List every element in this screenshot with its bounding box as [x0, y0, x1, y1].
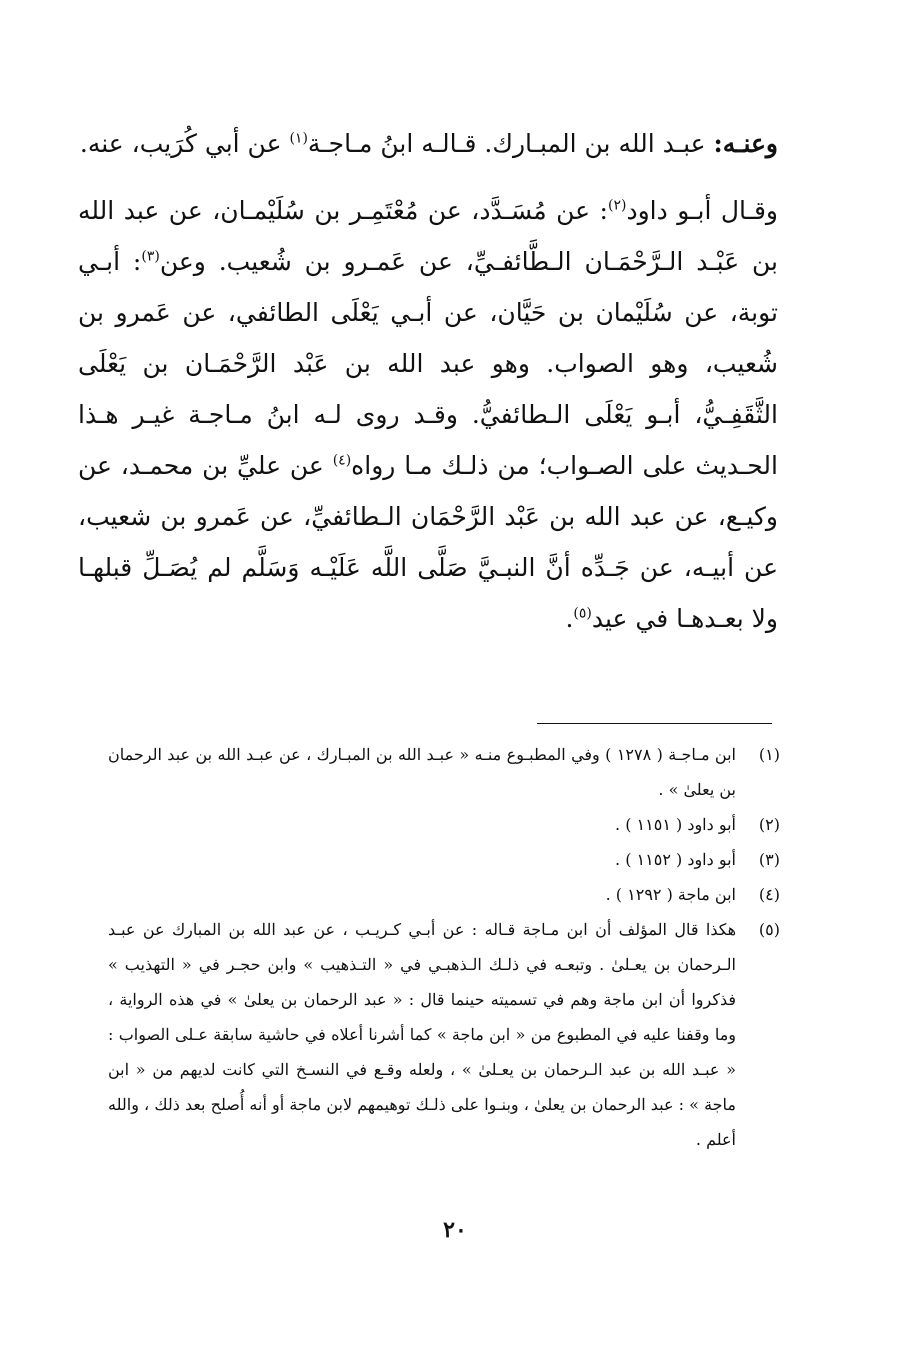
footnote-item — [108, 842, 780, 877]
footnote-number: (٣) — [758, 850, 780, 869]
paragraph-2-text-b: : عن مُسَـدَّد، عن مُعْتَمِـر بن سُلَيْمـان، عن عبد الله بن عَبْـد الـرَّحْمَـان الـطَّائفـيِّ، عن عَمـرو بن شُعيب. وعن — [78, 196, 778, 276]
paragraph-2-text-c: : أبـي توبة، عن سُلَيْمان بن حَيَّان، عن أبـي يَعْلَى الطائفي، عن عَمرو بن شُعيب، وهو الصواب. وهو عبد الله بن عَبْد الرَّحْمَـان بن يَعْلَى الثَّقَفِـيُّ، أبـو يَعْلَى الـطائفيُّ. وقـد روى لـه ابنُ مـاجـة غيـر هـذا الحـديث على الصـواب؛ من ذلـك مـا رواه — [78, 247, 778, 480]
paragraph-1-text-b: عن أبي كُرَيب، عنه. — [79, 129, 290, 158]
footnote-ref-4: (٤) — [332, 452, 352, 469]
footnotes — [108, 737, 780, 1157]
paragraph-2-text-a: وقـال أبـو داود — [626, 196, 779, 225]
paragraph-1 — [78, 118, 778, 169]
footnote-text: ابن مـاجـة ( ١٢٧٨ ) وفي المطبـوع منـه « عبـد الله بن المبـارك ، عن عبـد الله بن عبد الرحمان بن يعلىٰ » . — [108, 745, 736, 799]
main-text — [78, 118, 778, 644]
footnote-ref-1: (١) — [289, 130, 308, 147]
footnote-ref-2: (٢) — [608, 197, 627, 214]
footnote-divider — [537, 723, 772, 724]
footnote-text: ابن ماجة ( ١٢٩٢ ) . — [605, 885, 736, 904]
paragraph-2 — [78, 185, 778, 644]
paragraph-2-text-d: عن عليِّ بن محمـد، عن وكيـع، عن عبد الله بن عَبْد الرَّحْمَان الـطائفيِّ، عن عَمرو بن شعيب، عن أبيـه، عن جَـدِّه أنَّ النبـيَّ صَلَّى اللَّه عَلَيْـه وَسَلَّم لم يُصَـلِّ قبلهـا ولا بعـدهـا في عيد — [78, 451, 778, 633]
paragraph-2-text-e: . — [565, 604, 574, 633]
paragraph-1-text-a: عبـد الله بن المبـارك. قـالـه ابنُ مـاجـة — [307, 129, 714, 158]
footnote-ref-3: (٣) — [141, 248, 160, 265]
paragraph-lead: وعنـه: — [713, 129, 778, 158]
footnote-ref-5: (٥) — [573, 605, 592, 622]
footnote-number: (٤) — [758, 885, 780, 904]
page-number: ٢٠ — [443, 1217, 467, 1243]
footnote-text: أبو داود ( ١١٥٢ ) . — [615, 850, 736, 869]
footnote-item — [108, 912, 780, 1157]
footnote-number: (١) — [758, 745, 780, 764]
footnote-item — [108, 737, 780, 807]
footnote-text: أبو داود ( ١١٥١ ) . — [615, 815, 736, 834]
footnote-item — [108, 877, 780, 912]
footnote-item — [108, 807, 780, 842]
footnote-text: هكذا قال المؤلف أن ابن مـاجة قـاله : عن أبـي كـريـب ، عن عبد الله بن المبارك عن عبـد الـرحمان بن يعـلىٰ . وتبعـه في ذلـك الـذهبـي في « التـذهيب » وابن حجـر في « التهذيب » فذكروا أن ابن ماجة وهم في تسميته حينما قال : « عبد الرحمان بن يعلىٰ » في هذه الرواية ، وما وقفنا عليه في المطبوع من « ابن ماجة » كما أشرنا أعلاه في حاشية سابقة عـلى الصواب : « عبـد الله بن عبد الـرحمان بن يعـلىٰ » ، ولعله وقـع في النسـخ التي كانت لديهم من « ابن ماجة » : عبد الرحمان بن يعلىٰ ، وبنـوا على ذلـك توهيمهم لابن ماجة أو أنه أُصلح بعد ذلك ، والله أعلم . — [108, 920, 737, 1149]
footnote-number: (٥) — [758, 920, 780, 939]
footnote-number: (٢) — [758, 815, 780, 834]
